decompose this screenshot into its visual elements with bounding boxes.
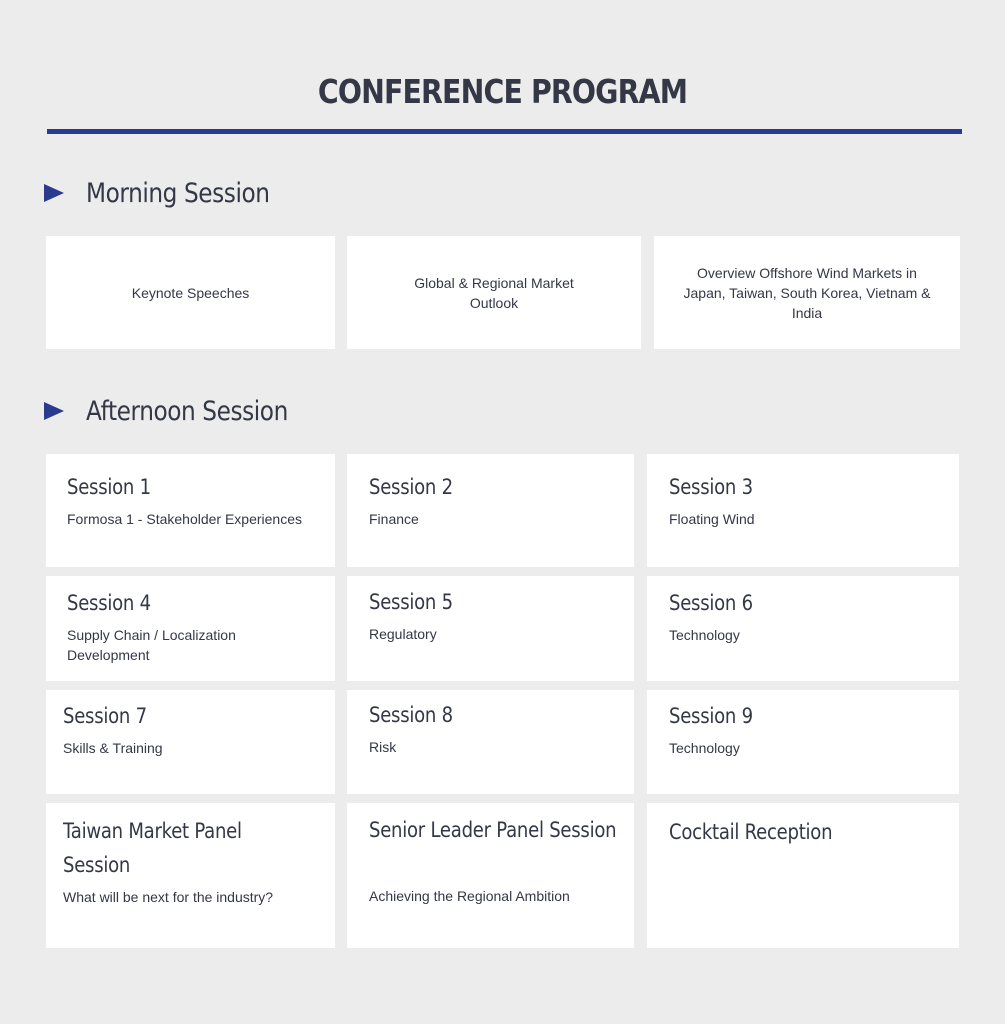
morning-card-markets-overview bbox=[654, 236, 960, 349]
session-subtitle: Achieving the Regional Ambition bbox=[369, 888, 570, 904]
session-title: Session 5 bbox=[369, 590, 453, 614]
title-divider bbox=[47, 129, 962, 134]
session-subtitle: Technology bbox=[669, 740, 740, 756]
page-title: CONFERENCE PROGRAM bbox=[317, 72, 688, 111]
session-subtitle: Regulatory bbox=[369, 626, 437, 642]
session-card bbox=[647, 454, 959, 567]
session-subtitle: Risk bbox=[369, 739, 397, 755]
session-card bbox=[46, 576, 335, 681]
session-title: Session 6 bbox=[669, 591, 753, 615]
session-title: Session 4 bbox=[67, 591, 151, 615]
morning-item-label: Overview Offshore Wind Markets in Japan, Taiwan, South Korea, Vietnam & India bbox=[683, 264, 931, 321]
morning-card-market-outlook bbox=[347, 236, 641, 349]
session-title: Session 7 bbox=[63, 704, 147, 728]
session-subtitle: Floating Wind bbox=[669, 511, 755, 527]
session-card bbox=[347, 576, 634, 681]
afternoon-session-label: Afternoon Session bbox=[86, 395, 288, 427]
session-card bbox=[46, 454, 335, 567]
session-card bbox=[347, 454, 634, 567]
session-title: Senior Leader Panel Session bbox=[369, 818, 617, 842]
session-card bbox=[647, 803, 959, 948]
session-card bbox=[347, 690, 634, 794]
session-title: Session 2 bbox=[369, 475, 453, 499]
session-title: Session 8 bbox=[369, 703, 453, 727]
session-title: Session 3 bbox=[669, 475, 753, 499]
morning-item-label: Keynote Speeches bbox=[131, 284, 250, 301]
session-subtitle: Technology bbox=[669, 627, 740, 643]
morning-item-label: Global & Regional Market Outlook bbox=[414, 274, 574, 311]
triangle-bullet-icon bbox=[44, 184, 64, 202]
session-title: Session 1 bbox=[67, 475, 151, 499]
session-subtitle: Supply Chain / Localization Development bbox=[67, 627, 236, 663]
session-title: Cocktail Reception bbox=[669, 820, 833, 844]
morning-session-label: Morning Session bbox=[86, 177, 270, 209]
afternoon-session-heading bbox=[44, 393, 321, 429]
session-card bbox=[647, 690, 959, 794]
session-card bbox=[46, 690, 335, 794]
session-subtitle: Formosa 1 - Stakeholder Experiences bbox=[67, 511, 302, 527]
session-title: Taiwan Market Panel Session bbox=[63, 819, 242, 877]
triangle-bullet-icon bbox=[44, 402, 64, 420]
session-subtitle: What will be next for the industry? bbox=[63, 889, 274, 905]
session-card bbox=[347, 803, 634, 948]
session-title: Session 9 bbox=[669, 704, 753, 728]
morning-session-heading bbox=[44, 175, 299, 211]
morning-card-keynote bbox=[46, 236, 335, 349]
session-subtitle: Skills & Training bbox=[63, 740, 163, 756]
session-subtitle: Finance bbox=[369, 511, 419, 527]
session-card bbox=[46, 803, 335, 948]
session-card bbox=[647, 576, 959, 681]
